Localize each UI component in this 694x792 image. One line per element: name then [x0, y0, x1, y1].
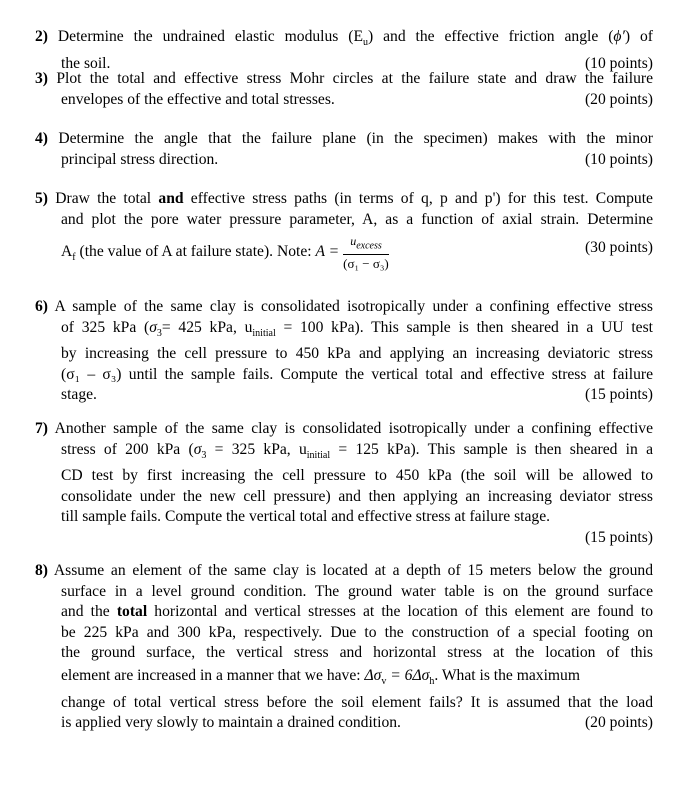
question-6: 6) A sample of the same clay is consolidated isotropically under a confining effective stress of 325 kPa ($\sigma_3= 425$ kPa, $u_{initial} = 100$ kPa). This sample is then sheared in a UU test by increasing the cell pressure to 450 kPa and applying an increasing deviatoric stress (σ₁ – σ₃) until the sample fails. Compute the vertical total and effective stress at failure stage. (15 points)	[35, 297, 653, 406]
question-7: 7) Another sample of the same clay is consolidated isotropically under a confining effective stress of 200 kPa ($\sigma_3 = 325$ kPa, $u_{initial} = 125$ kPa). This sample is then sheared in a CD test by first increasing the cell pressure to 450 kPa (the soil will be allowed to consolidate under the new cell pressure) and then applying an increasing deviator stress till sample fails. Compute the vertical total and effective stress at failure stage. (15 points)	[35, 419, 653, 549]
points: (20 points)	[584, 90, 653, 108]
question-8: 8) Assume an element of the same clay is located at a depth of 15 meters below the ground surface in a level ground condition. The ground water table is on the ground surface and the total horizontal and vertical stresses at the location of this element are found to be 225 kPa and 300 kPa, respectively. Due to the construction of a special footing on the ground surface, the vertical stress and horizontal stress at the location of this element are increased in a manner that we have: $\Delta\sigma_v = 6\Delta\sigma_h$. What is the maximum change of total vertical stress before the soil element fails? It is assumed that the load is applied very slowly to maintain a drained condition. (20 points)	[35, 561, 653, 734]
question-2: 2) Determine the undrained elastic modulus $(E_u)$ and the effective friction angle (ϕ′) of the soil. (10 points)	[35, 27, 653, 74]
points: (20 points)	[584, 714, 653, 732]
fraction-formula: $\frac{u_{excess}}{\text{(σ₁ − σ₃)}}$	[343, 234, 389, 271]
points: (15 points)	[584, 386, 653, 404]
points: (10 points)	[584, 150, 653, 168]
question-5: 5) Draw the total and effective stress paths (in terms of q, p and p') for this test. Compute and plot the pore water pressure parameter, A, as a function of axial strain. Determine $A_f$ (the value of A at failure state). Note: A = $\frac{u_{excess}}{\text{(σ₁ − σ₃)}}$ (30 points)	[35, 190, 653, 271]
question-3: 3) Plot the total and effective stress Mohr circles at the failure state and draw the failure envelopes of the effective and total stresses. (20 points)	[35, 69, 653, 110]
question-4: 4) Determine the angle that the failure plane (in the specimen) makes with the minor principal stress direction. (10 points)	[35, 129, 653, 170]
points: (30 points)	[584, 239, 653, 257]
points: (10 points)	[584, 54, 653, 72]
points: (15 points)	[584, 529, 653, 547]
